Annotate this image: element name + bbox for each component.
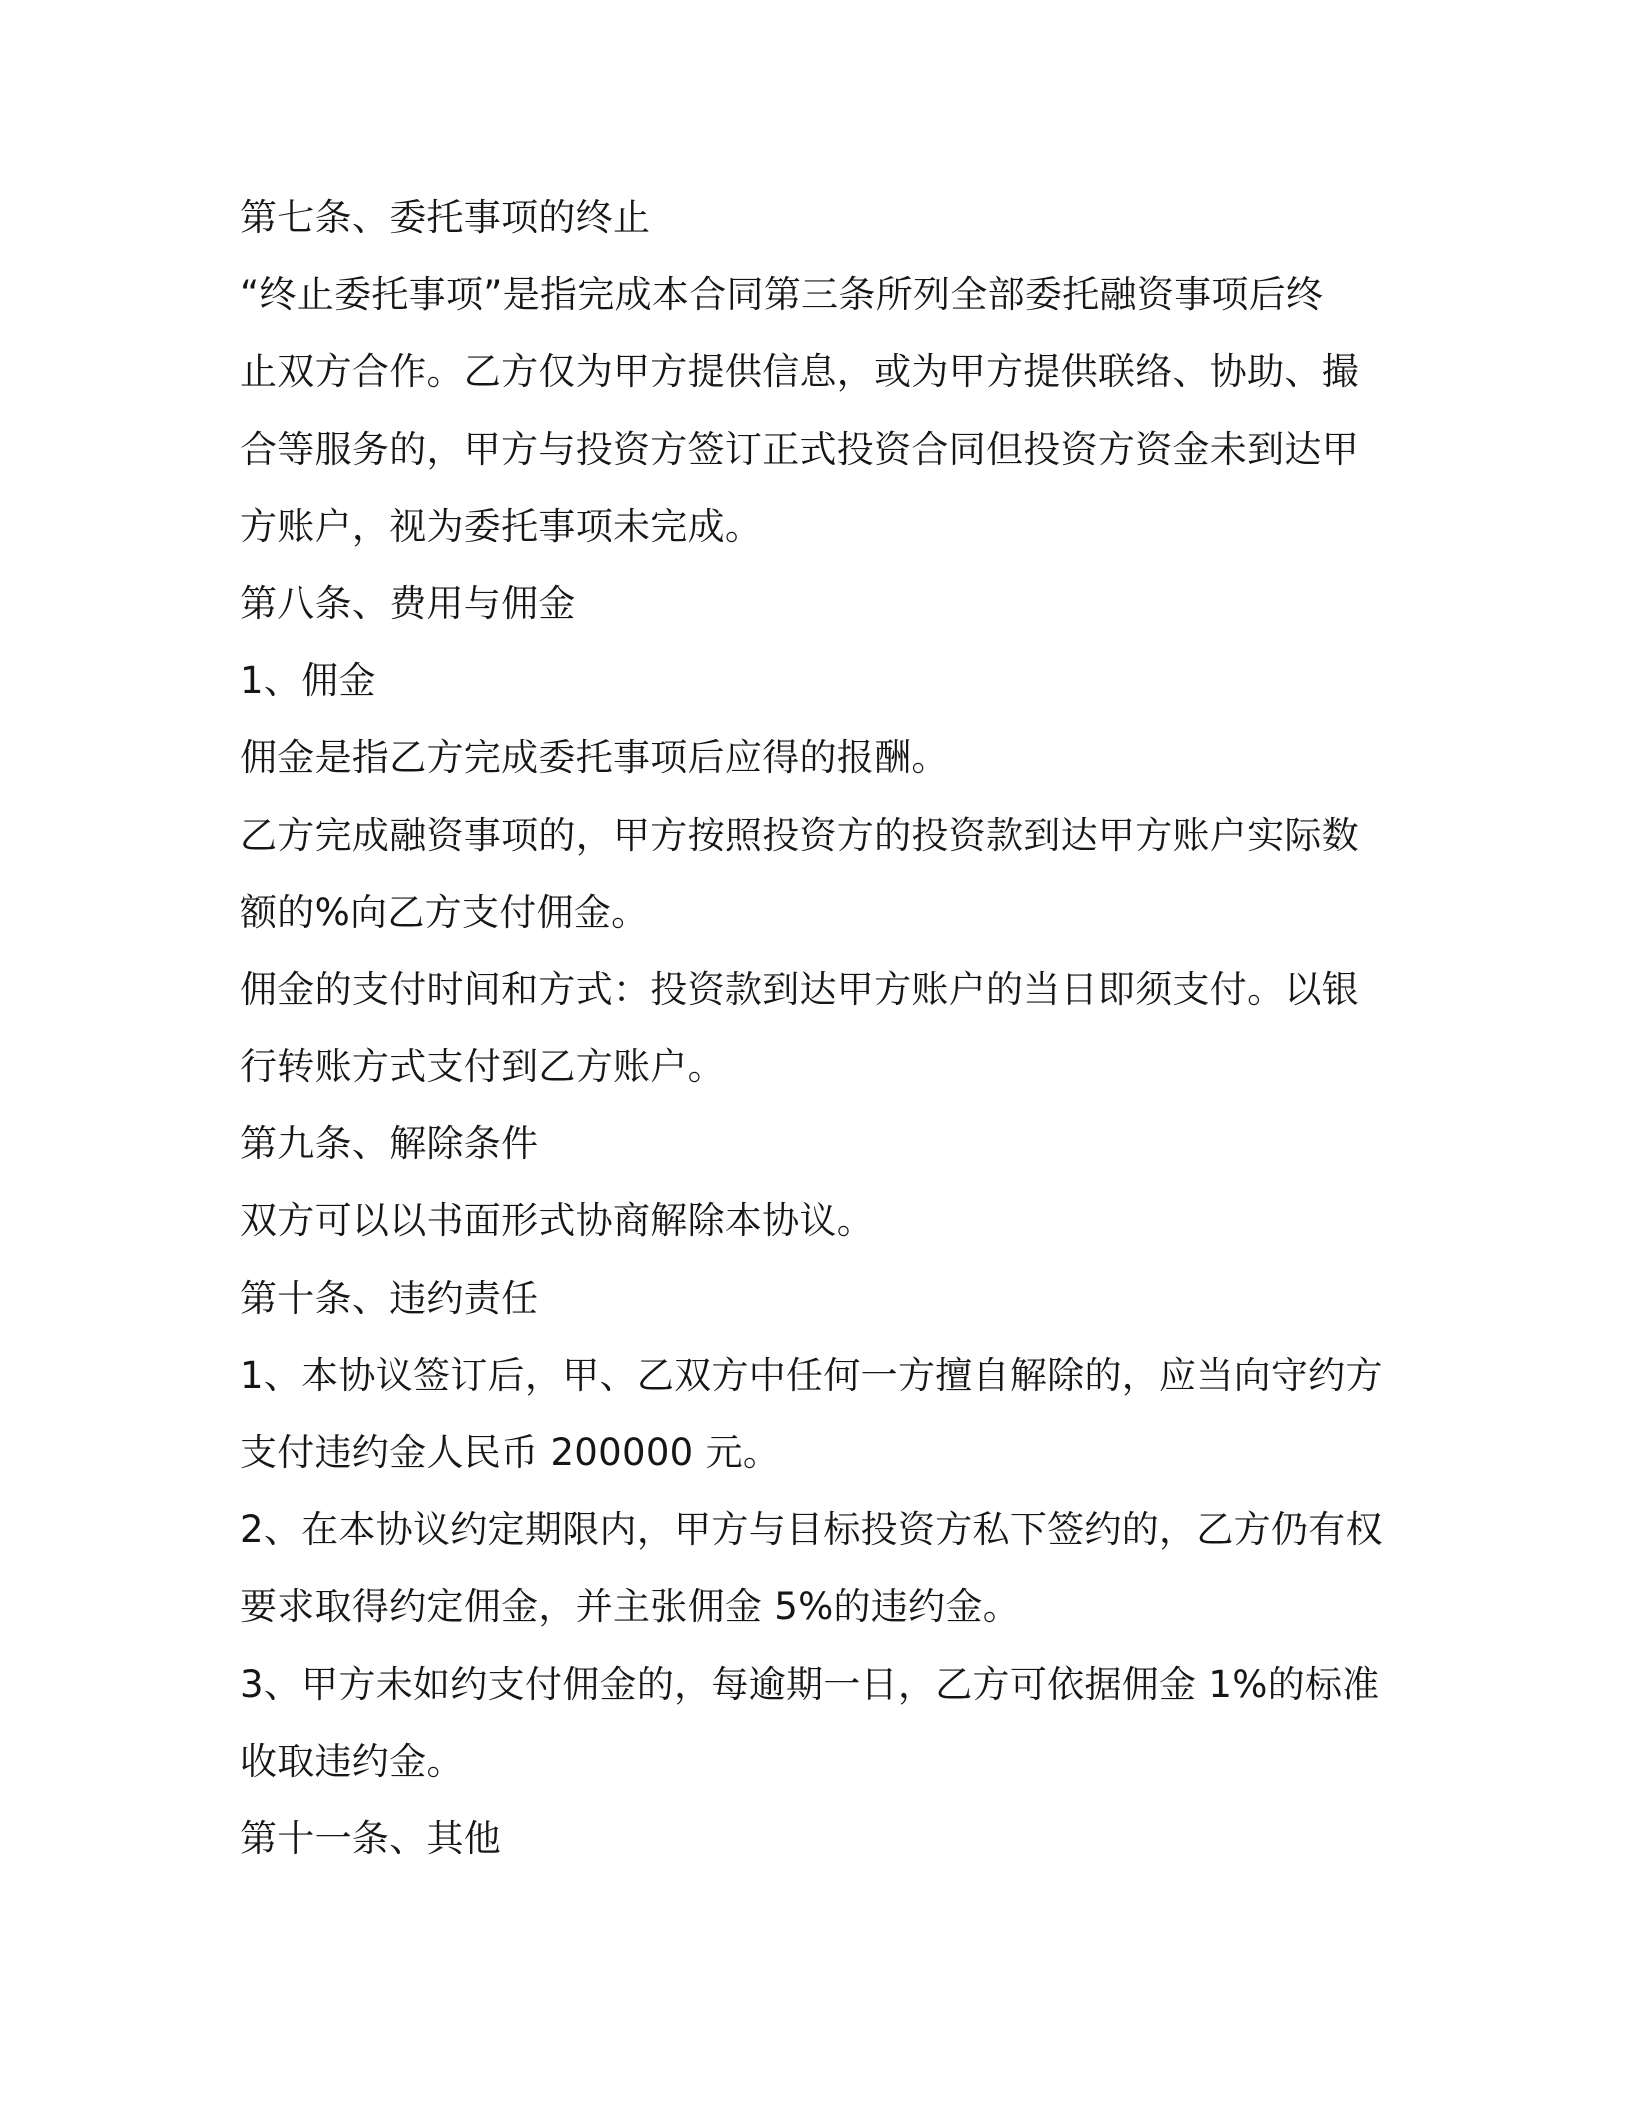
article-7-paragraph-line: 方账户，视为委托事项未完成。 [240, 504, 763, 548]
commission-subheading: 1、佣金 [240, 659, 376, 703]
article-7-paragraph-line: 止双方合作。乙方仅为甲方提供信息，或为甲方提供联络、协助、撮 [240, 350, 1359, 394]
payment-method-line: 佣金的支付时间和方式：投资款到达甲方账户的当日即须支付。以银 [240, 967, 1359, 1011]
payment-method-line: 行转账方式支付到乙方账户。 [240, 1045, 725, 1089]
breach-clause-3: 3、甲方未如约支付佣金的，每逾期一日，乙方可依据佣金 1%的标准 [240, 1662, 1380, 1706]
breach-clause-1: 1、本协议签订后，甲、乙双方中任何一方擅自解除的，应当向守约方 [240, 1353, 1383, 1397]
article-7-paragraph-line: “终止委托事项”是指完成本合同第三条所列全部委托融资事项后终 [240, 273, 1324, 317]
commission-rate-line: 额的%向乙方支付佣金。 [240, 890, 649, 934]
article-10-heading: 第十条、违约责任 [240, 1276, 539, 1320]
article-11-heading: 第十一条、其他 [240, 1816, 502, 1860]
commission-rate-line: 乙方完成融资事项的，甲方按照投资方的投资款到达甲方账户实际数 [240, 813, 1359, 857]
breach-clause-3: 收取违约金。 [240, 1739, 464, 1783]
breach-clause-2: 要求取得约定佣金，并主张佣金 5%的违约金。 [240, 1585, 1021, 1629]
termination-text: 双方可以以书面形式协商解除本协议。 [240, 1199, 875, 1243]
document-body [240, 186, 1383, 1884]
commission-definition: 佣金是指乙方完成委托事项后应得的报酬。 [240, 736, 949, 780]
breach-clause-1: 支付违约金人民币 200000 元。 [240, 1431, 781, 1474]
article-7-heading: 第七条、委托事项的终止 [240, 196, 651, 239]
article-9-heading: 第九条、解除条件 [240, 1122, 539, 1166]
article-8-heading: 第八条、费用与佣金 [240, 581, 576, 625]
article-7-paragraph-line: 合等服务的，甲方与投资方签订正式投资合同但投资方资金未到达甲 [240, 427, 1359, 471]
breach-clause-2: 2、在本协议约定期限内，甲方与目标投资方私下签约的，乙方仍有权 [240, 1508, 1383, 1552]
